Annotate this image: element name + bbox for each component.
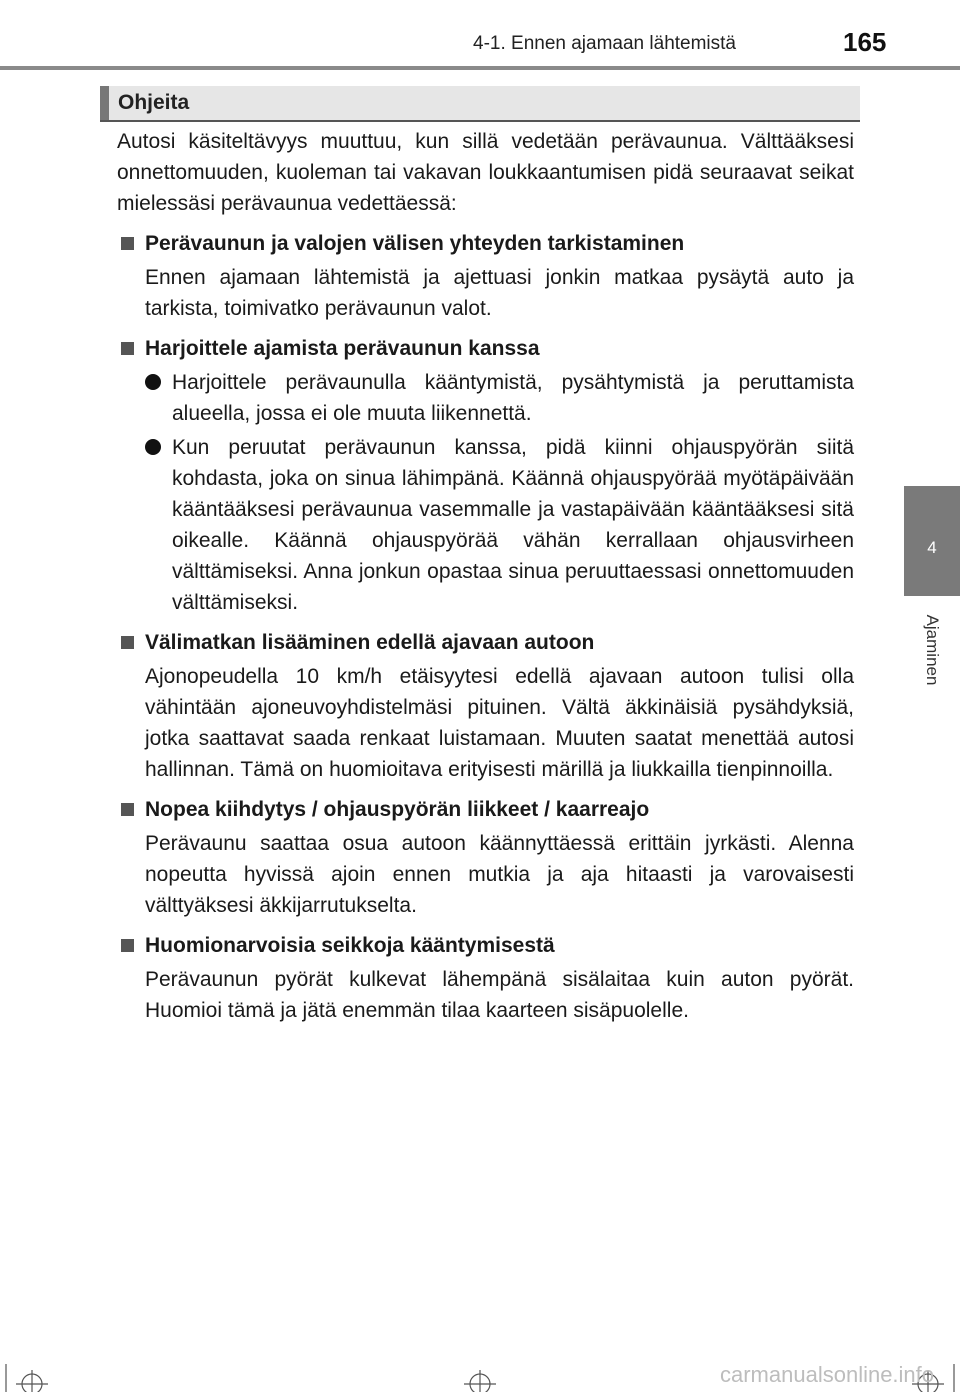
header-section-title: 4-1. Ennen ajamaan lähtemistä	[473, 33, 736, 54]
section-turning	[117, 931, 854, 1026]
practice-bullet-list	[117, 367, 854, 618]
notice-title: Ohjeita	[118, 91, 190, 114]
list-item-text: Harjoittele perävaunulla kääntymistä, pysähtymistä ja peruttamista alueella, jossa ei ole muuta liikennettä.	[172, 371, 854, 425]
chapter-tab-label: Ajaminen	[923, 614, 942, 686]
section-text: Perävaunun pyörät kulkevat lähempänä sisälaitaa kuin auton pyörät. Huomioi tämä ja jätä enemmän tilaa kaarteen sisäpuolelle.	[145, 968, 854, 1022]
section-text: Ennen ajamaan lähtemistä ja ajettuasi jonkin matkaa pysäytä auto ja tarkista, toimivatko perävaunun valot.	[145, 266, 854, 320]
section-heading	[117, 334, 854, 364]
square-bullet-icon	[121, 803, 134, 816]
section-heading-text: Välimatkan lisääminen edellä ajavaan autoon	[145, 631, 595, 654]
section-text: Perävaunu saattaa osua autoon käännyttäessä erittäin jyrkästi. Alenna nopeutta hyvissä ajoin ennen mutkia ja aja hitaasti ja varovaisesti välttyäksesi äkkijarrutukselta.	[145, 832, 854, 917]
square-bullet-icon	[121, 636, 134, 649]
section-heading	[117, 931, 854, 961]
section-heading-text: Perävaunun ja valojen välisen yhteyden tarkistaminen	[145, 232, 685, 255]
section-heading-text: Harjoittele ajamista perävaunun kanssa	[145, 337, 540, 360]
list-item	[145, 432, 854, 618]
notice-body	[117, 126, 854, 1026]
section-practice	[117, 334, 854, 618]
header-divider	[0, 66, 960, 70]
page-number: 165	[843, 27, 887, 57]
notice-intro: Autosi käsiteltävyys muuttuu, kun sillä vedetään perävaunua. Välttääksesi onnettomuuden, kuoleman tai vakavan loukkaantumisen pidä seuraavat seikat mielessäsi perävaunua vedettäessä:	[117, 130, 854, 215]
square-bullet-icon	[121, 237, 134, 250]
chapter-tab	[904, 486, 960, 596]
chapter-tab-number: 4	[927, 538, 937, 557]
round-bullet-icon	[145, 374, 161, 390]
section-distance	[117, 628, 854, 785]
section-connection-check	[117, 229, 854, 324]
section-text: Ajonopeudella 10 km/h etäisyytesi edellä ajavaan autoon tulisi olla vähintään ajoneuvoyhdistelmäsi pituinen. Vältä äkkinäisiä pysähdyksiä, jotka saattavat saada renkaat luistamaan. Muuten saatat menettää autosi hallinnan. Tämä on huomioitava erityisesti märillä ja liukkailla tienpinnoilla.	[145, 665, 854, 781]
section-heading	[117, 795, 854, 825]
square-bullet-icon	[121, 939, 134, 952]
section-heading	[117, 628, 854, 658]
list-item-text: Kun peruutat perävaunun kanssa, pidä kiinni ohjauspyörän siitä kohdasta, joka on sinua lähimpänä. Käännä ohjauspyörää myötäpäivään kääntääksesi perävaunua vasemmalle ja vastapäivään kääntääksesi sitä oikealle. Käännä ohjauspyörää vähän kerrallaan ohjausvirheen välttämiseksi. Anna jonkun opastaa sinua peruuttaessasi onnettomuuden välttämiseksi.	[172, 436, 854, 614]
section-acceleration	[117, 795, 854, 921]
round-bullet-icon	[145, 439, 161, 455]
watermark-text: carmanualsonline.info	[720, 1362, 935, 1387]
square-bullet-icon	[121, 342, 134, 355]
section-heading	[117, 229, 854, 259]
notice-header-bar	[100, 86, 860, 122]
notice-header-accent	[100, 86, 109, 120]
section-heading-text: Nopea kiihdytys / ohjauspyörän liikkeet / kaarreajo	[145, 798, 650, 821]
list-item	[145, 367, 854, 429]
section-heading-text: Huomionarvoisia seikkoja kääntymisestä	[145, 934, 555, 957]
